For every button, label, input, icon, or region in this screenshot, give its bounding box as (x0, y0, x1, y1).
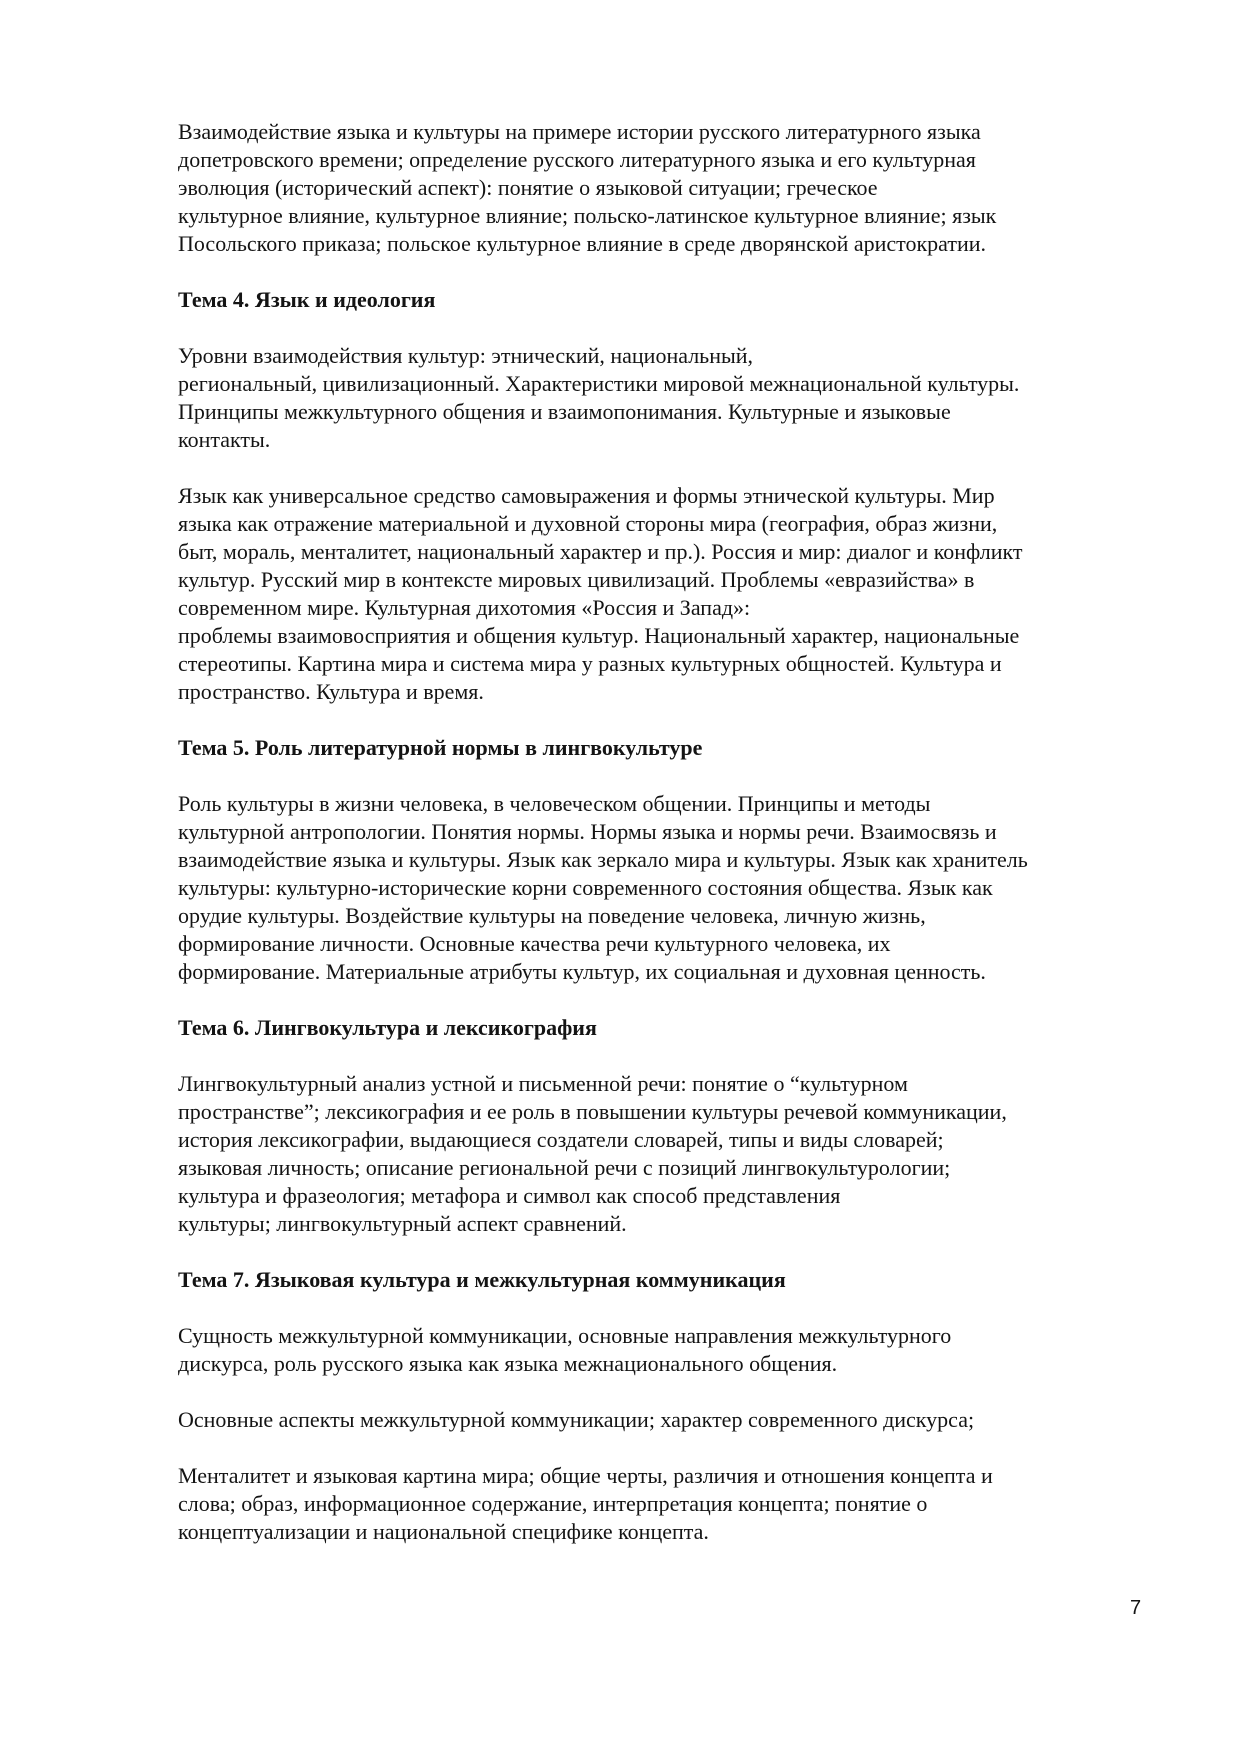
topic-5-paragraph-1 (178, 790, 1168, 986)
topic-7-paragraph-2 (178, 1406, 1168, 1434)
topic-7-heading: Тема 7. Языковая культура и межкультурная коммуникация (178, 1267, 786, 1292)
page-number: 7 (1130, 1597, 1142, 1619)
topic-7-paragraph-3 (178, 1462, 1168, 1546)
topic-6-paragraph-1 (178, 1070, 1168, 1238)
topic-7-paragraph-1 (178, 1322, 1168, 1378)
text-line: пространство. Культура и время. (178, 679, 484, 704)
text-line: стереотипы. Картина мира и система мира у разных культурных общностей. Культура и (178, 651, 1002, 676)
text-line: Принципы межкультурного общения и взаимопонимания. Культурные и языковые (178, 399, 951, 424)
text-line: Роль культуры в жизни человека, в человеческом общении. Принципы и методы (178, 791, 931, 816)
text-line: орудие культуры. Воздействие культуры на поведение человека, личную жизнь, (178, 903, 926, 928)
text-line: культуры: культурно-исторические корни современного состояния общества. Язык как (178, 875, 993, 900)
text-line: эволюция (исторический аспект): понятие о языковой ситуации; греческое (178, 175, 878, 200)
text-line: языка как отражение материальной и духовной стороны мира (география, образ жизни, (178, 511, 998, 536)
text-line: культурной антропологии. Понятия нормы. Нормы языка и нормы речи. Взаимосвязь и (178, 819, 997, 844)
text-line: современном мире. Культурная дихотомия «Россия и Запад»: (178, 595, 751, 620)
text-line: проблемы взаимовосприятия и общения культур. Национальный характер, национальные (178, 623, 1020, 648)
text-line: история лексикографии, выдающиеся создатели словарей, типы и виды словарей; (178, 1127, 944, 1152)
text-line: взаимодействие языка и культуры. Язык как зеркало мира и культуры. Язык как хранитель (178, 847, 1028, 872)
document-page (178, 118, 1168, 1574)
text-line: Язык как универсальное средство самовыражения и формы этнической культуры. Мир (178, 483, 995, 508)
topic-4-heading: Тема 4. Язык и идеология (178, 287, 436, 312)
text-line: культура и фразеология; метафора и символ как способ представления (178, 1183, 841, 1208)
text-line: Основные аспекты межкультурной коммуникации; характер современного дискурса; (178, 1407, 975, 1432)
text-line: формирование личности. Основные качества речи культурного человека, их (178, 931, 891, 956)
text-line: языковая личность; описание региональной речи с позиций лингвокультурологии; (178, 1155, 951, 1180)
text-line: формирование. Материальные атрибуты культур, их социальная и духовная ценность. (178, 959, 986, 984)
text-line: концептуализации и национальной специфике концепта. (178, 1519, 709, 1544)
text-line: дискурса, роль русского языка как языка межнационального общения. (178, 1351, 838, 1376)
text-line: слова; образ, информационное содержание, интерпретация концепта; понятие о (178, 1491, 928, 1516)
text-line: Уровни взаимодействия культур: этнический, национальный, (178, 343, 754, 368)
text-line: Взаимодействие языка и культуры на примере истории русского литературного языка (178, 119, 981, 144)
text-line: Лингвокультурный анализ устной и письменной речи: понятие о “культурном (178, 1071, 908, 1096)
text-line: культурное влияние, культурное влияние; польско-латинское культурное влияние; язык (178, 203, 997, 228)
text-line: Менталитет и языковая картина мира; общие черты, различия и отношения концепта и (178, 1463, 993, 1488)
text-line: культур. Русский мир в контексте мировых цивилизаций. Проблемы «евразийства» в (178, 567, 975, 592)
text-line: региональный, цивилизационный. Характеристики мировой межнациональной культуры. (178, 371, 1020, 396)
topic-6-heading: Тема 6. Лингвокультура и лексикография (178, 1015, 597, 1040)
topic-4-paragraph-1 (178, 342, 1168, 454)
text-line: контакты. (178, 427, 271, 452)
text-line: Посольского приказа; польское культурное влияние в среде дворянской аристократии. (178, 231, 987, 256)
text-line: допетровского времени; определение русского литературного языка и его культурная (178, 147, 976, 172)
text-line: быт, мораль, менталитет, национальный характер и пр.). Россия и мир: диалог и конфликт (178, 539, 1023, 564)
text-line: культуры; лингвокультурный аспект сравнений. (178, 1211, 627, 1236)
text-line: пространстве”; лексикография и ее роль в повышении культуры речевой коммуникации, (178, 1099, 1007, 1124)
topic-4-paragraph-2 (178, 482, 1168, 706)
text-line: Сущность межкультурной коммуникации, основные направления межкультурного (178, 1323, 952, 1348)
topic-5-heading: Тема 5. Роль литературной нормы в лингвокультуре (178, 735, 703, 760)
intro-paragraph (178, 118, 1168, 258)
